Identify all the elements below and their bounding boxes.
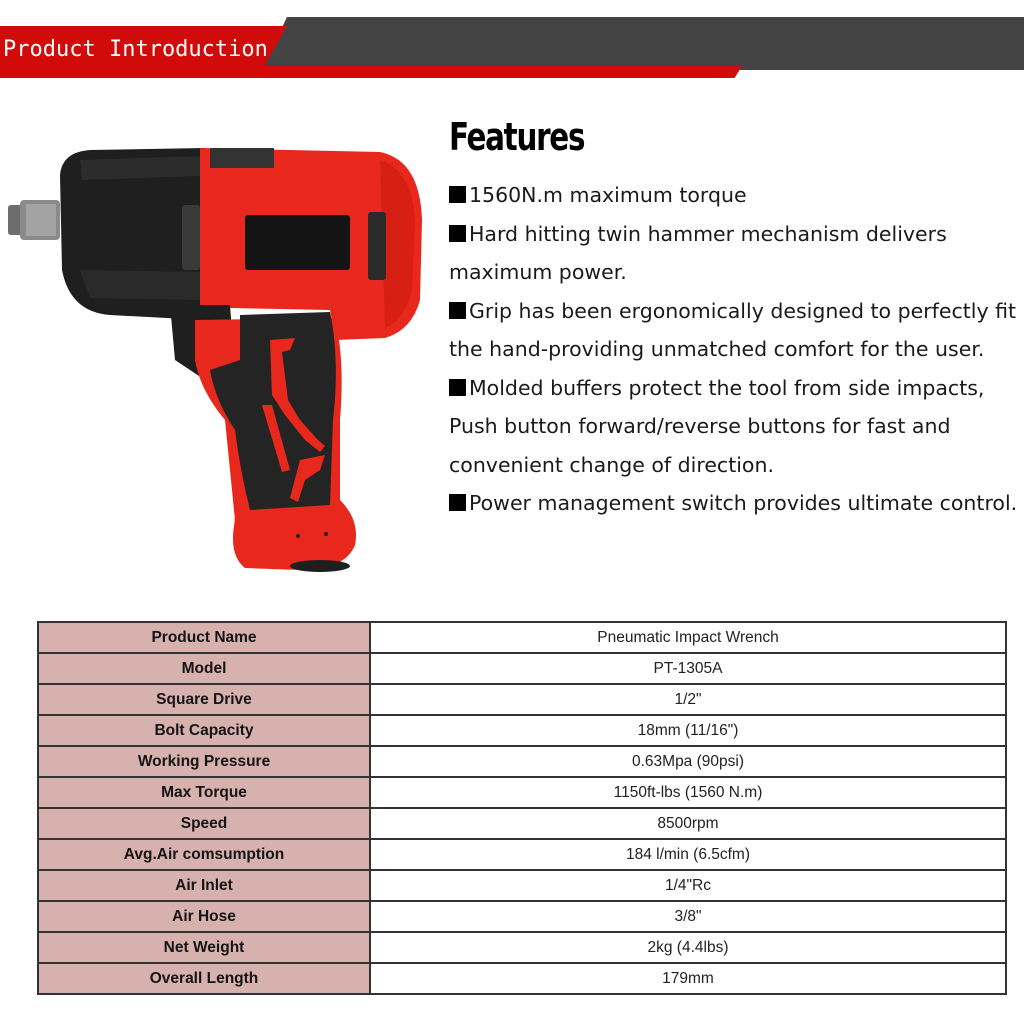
square-bullet-icon — [449, 302, 466, 319]
table-row — [38, 622, 1006, 653]
table-row — [38, 715, 1006, 746]
feature-item: Hard hitting twin hammer mechanism delivers maximum power. — [449, 221, 947, 284]
banner-dark-band — [262, 17, 1024, 70]
spec-value: 0.63Mpa (90psi) — [370, 746, 1006, 777]
spec-value: 2kg (4.4lbs) — [370, 932, 1006, 963]
spec-label: Avg.Air comsumption — [38, 839, 370, 870]
table-row — [38, 808, 1006, 839]
spec-table — [37, 621, 1007, 995]
table-row — [38, 839, 1006, 870]
square-bullet-icon — [449, 494, 466, 511]
product-image — [0, 130, 440, 580]
spec-label: Net Weight — [38, 932, 370, 963]
spec-label: Model — [38, 653, 370, 684]
table-row — [38, 777, 1006, 808]
table-row — [38, 963, 1006, 994]
spec-label: Speed — [38, 808, 370, 839]
spec-value: 8500rpm — [370, 808, 1006, 839]
table-row — [38, 684, 1006, 715]
square-bullet-icon — [449, 225, 466, 242]
spec-label: Max Torque — [38, 777, 370, 808]
features-list — [449, 176, 1019, 523]
spec-value: 179mm — [370, 963, 1006, 994]
table-row — [38, 901, 1006, 932]
spec-value: Pneumatic Impact Wrench — [370, 622, 1006, 653]
table-row — [38, 870, 1006, 901]
spec-label: Working Pressure — [38, 746, 370, 777]
spec-label: Overall Length — [38, 963, 370, 994]
spec-value: 1150ft-lbs (1560 N.m) — [370, 777, 1006, 808]
spec-value: 1/2" — [370, 684, 1006, 715]
spec-label: Square Drive — [38, 684, 370, 715]
table-row — [38, 932, 1006, 963]
spec-label: Product Name — [38, 622, 370, 653]
table-row — [38, 653, 1006, 684]
spec-value: 18mm (11/16") — [370, 715, 1006, 746]
square-bullet-icon — [449, 186, 466, 203]
spec-label: Air Hose — [38, 901, 370, 932]
table-row — [38, 746, 1006, 777]
spec-label: Bolt Capacity — [38, 715, 370, 746]
spec-value: 184 l/min (6.5cfm) — [370, 839, 1006, 870]
feature-item: Molded buffers protect the tool from side impacts, Push button forward/reverse buttons for fast and convenient change of direction. — [449, 375, 985, 477]
spec-label: Air Inlet — [38, 870, 370, 901]
features-section — [449, 112, 1019, 523]
banner-title: Product Introduction — [3, 37, 268, 62]
feature-item: 1560N.m maximum torque — [449, 176, 1019, 215]
section-banner — [0, 0, 1024, 90]
square-bullet-icon — [449, 379, 466, 396]
feature-item: Grip has been ergonomically designed to perfectly fit the hand-providing unmatched comfort for the user. — [449, 298, 1017, 361]
spec-value: 3/8" — [370, 901, 1006, 932]
spec-value: 1/4"Rc — [370, 870, 1006, 901]
impact-wrench-icon — [0, 130, 440, 580]
features-title: Features — [449, 115, 585, 159]
feature-item: Power management switch provides ultimate control. — [449, 484, 1019, 523]
spec-value: PT-1305A — [370, 653, 1006, 684]
